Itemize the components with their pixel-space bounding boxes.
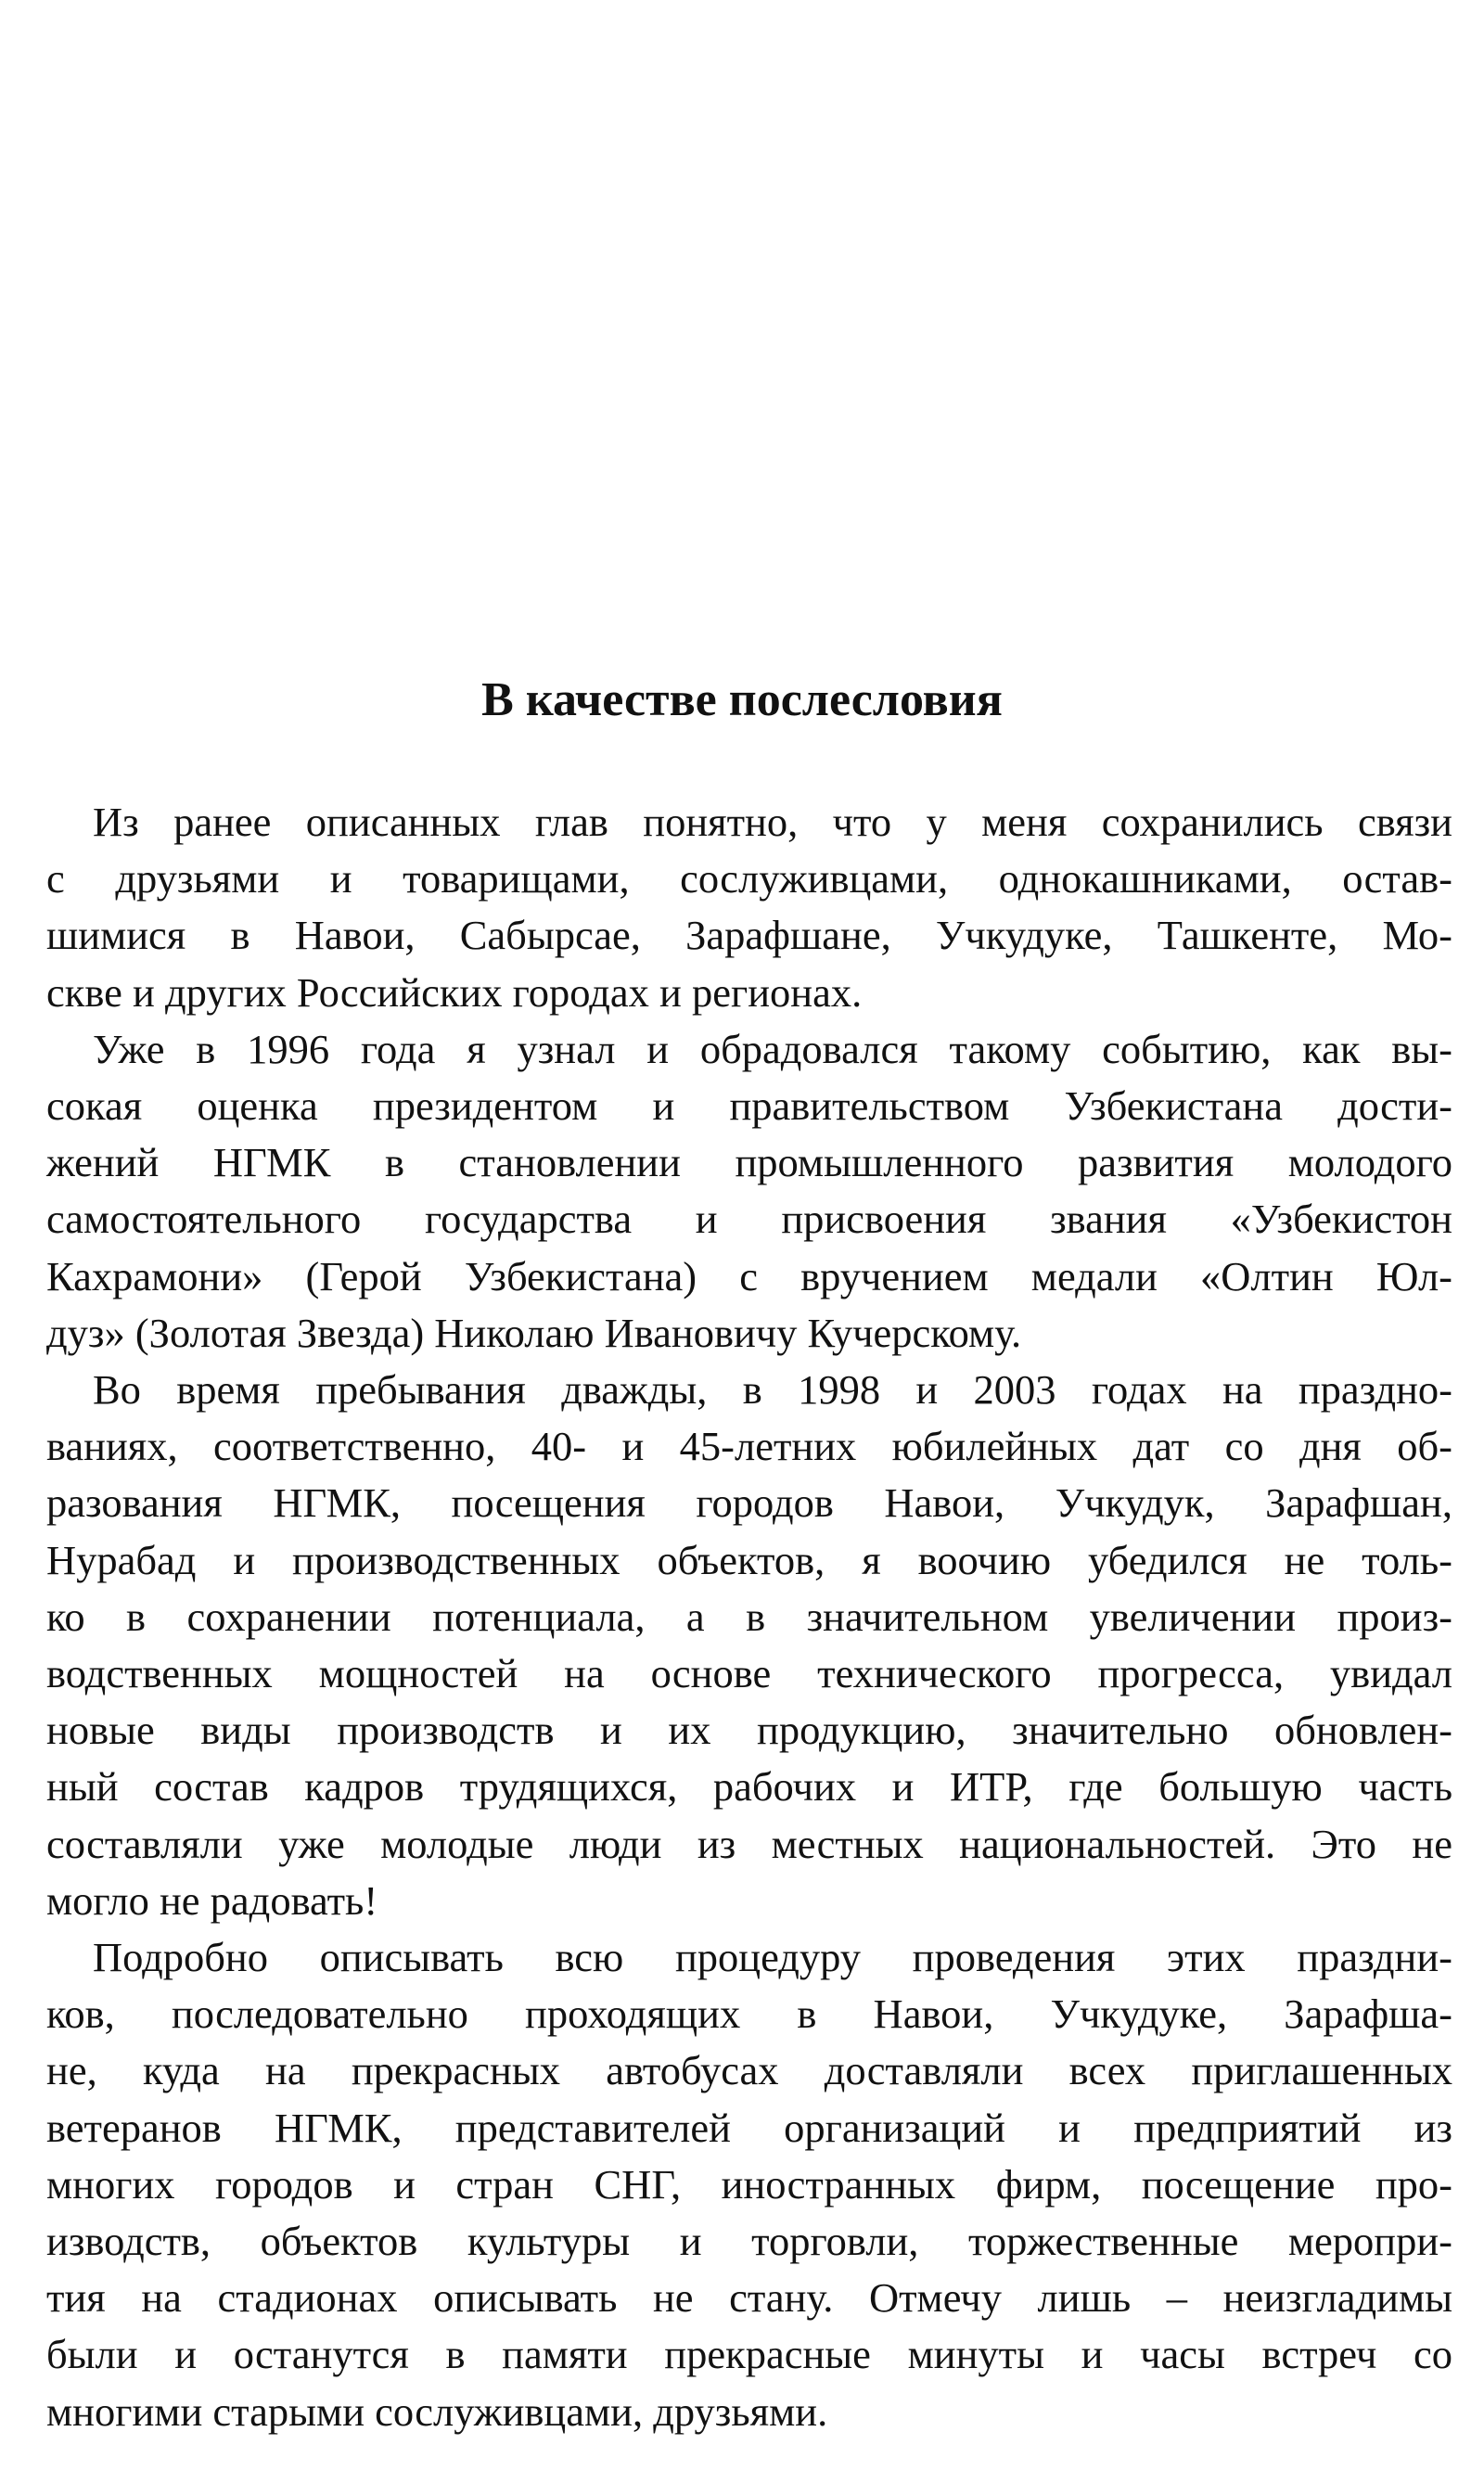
text-line: могло не радовать! xyxy=(46,1876,378,1924)
text-line: разования НГМК, посещения городов Навои, Учкудук, Зарафшан, xyxy=(46,1479,1452,1527)
text-line: составляли уже молодые люди из местных национальностей. Это не xyxy=(46,1820,1452,1867)
paragraph-3 xyxy=(46,1362,1452,1929)
text-line: тия на стадионах описывать не стану. Отмечу лишь – неизгладимы xyxy=(46,2274,1452,2322)
text-line: Нурабад и производственных объектов, я воочию убедился не толь- xyxy=(46,1536,1452,1583)
text-line: ный состав кадров трудящихся, рабочих и ИТР, где большую часть xyxy=(46,1763,1452,1811)
text-line: шимися в Навои, Сабырсае, Зарафшане, Учкудуке, Ташкенте, Мо- xyxy=(46,912,1452,959)
text-line: жений НГМК в становлении промышленного развития молодого xyxy=(46,1139,1452,1186)
text-line: ков, последовательно проходящих в Навои, Учкудуке, Зарафша- xyxy=(46,1990,1452,2038)
text-line: сокая оценка президентом и правительством Узбекистана дости- xyxy=(46,1082,1452,1130)
text-line: ко в сохранении потенциала, а в значительном увеличении произ- xyxy=(46,1593,1452,1640)
page-title: В качестве послесловия xyxy=(481,673,1003,726)
paragraph-2 xyxy=(46,1021,1452,1362)
text-line: дуз» (Золотая Звезда) Николаю Ивановичу Кучерскому. xyxy=(46,1309,1022,1356)
text-line: Подробно описывать всю процедуру проведения этих праздни- xyxy=(93,1934,1452,1981)
text-line: ваниях, соответственно, 40- и 45-летних юбилейных дат со дня об- xyxy=(46,1423,1452,1470)
body-text xyxy=(46,794,1452,2440)
text-line: Уже в 1996 года я узнал и обрадовался такому событию, как вы- xyxy=(93,1025,1452,1072)
text-line: водственных мощностей на основе технического прогресса, увидал xyxy=(46,1650,1452,1697)
text-line: многих городов и стран СНГ, иностранных фирм, посещение про- xyxy=(46,2160,1452,2208)
text-line: многими старыми сослуживцами, друзьями. xyxy=(46,2387,828,2435)
text-line: новые виды производств и их продукцию, значительно обновлен- xyxy=(46,1707,1452,1754)
text-line: были и останутся в памяти прекрасные минуты и часы встреч со xyxy=(46,2331,1452,2378)
text-line: изводств, объектов культуры и торговли, торжественные меропри- xyxy=(46,2218,1452,2265)
paragraph-4 xyxy=(46,1929,1452,2440)
text-line: Из ранее описанных глав понятно, что у меня сохранились связи xyxy=(93,799,1452,845)
text-line: ветеранов НГМК, представителей организаций и предприятий из xyxy=(46,2104,1452,2151)
text-line: Во время пребывания дважды, в 1998 и 2003 годах на праздно- xyxy=(93,1366,1452,1414)
text-line: Кахрамони» (Герой Узбекистана) с вручением медали «Олтин Юл- xyxy=(46,1252,1452,1299)
text-line: не, куда на прекрасных автобусах доставляли всех приглашенных xyxy=(46,2047,1452,2094)
paragraph-1 xyxy=(46,794,1452,1021)
text-line: скве и других Российских городах и регионах. xyxy=(46,968,863,1016)
text-line: с друзьями и товарищами, сослуживцами, однокашниками, остав- xyxy=(46,855,1452,902)
text-line: самостоятельного государства и присвоения звания «Узбекистон xyxy=(46,1196,1452,1243)
